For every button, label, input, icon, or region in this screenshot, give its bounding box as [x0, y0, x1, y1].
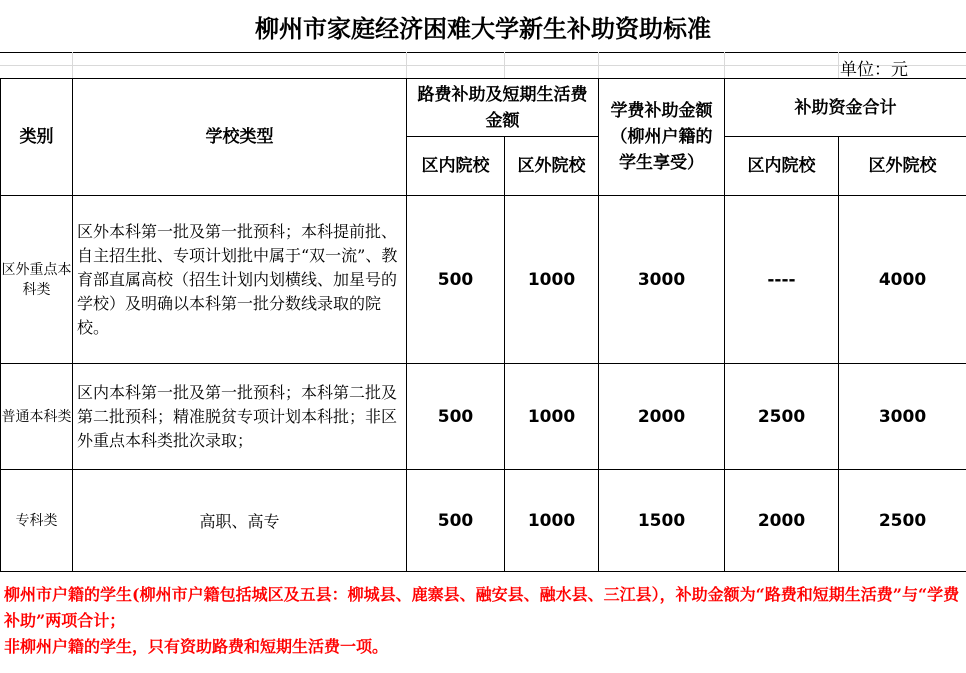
- note-line: 非柳州户籍的学生，只有资助路费和短期生活费一项。: [4, 637, 389, 656]
- tuition-value: 1500: [599, 470, 725, 572]
- table-row: [1, 364, 966, 470]
- header-school-type: 学校类型: [73, 79, 407, 196]
- notes: [4, 582, 962, 660]
- travel-out-region-value: 1000: [505, 196, 599, 364]
- header-total-subsidy: 补助资金合计: [725, 79, 966, 137]
- header-travel-out-region: 区外院校: [505, 137, 599, 196]
- total-in-region-value: 2000: [725, 470, 839, 572]
- travel-out-region-value: 1000: [505, 470, 599, 572]
- table-row: [1, 196, 966, 364]
- total-out-region-value: 2500: [839, 470, 966, 572]
- total-out-region-value: 4000: [839, 196, 966, 364]
- subsidy-table: [0, 78, 966, 572]
- header-category: 类别: [1, 79, 73, 196]
- header-travel-in-region: 区内院校: [407, 137, 505, 196]
- travel-out-region-value: 1000: [505, 364, 599, 470]
- note-line: 柳州市户籍的学生(柳州市户籍包括城区及五县：柳城县、鹿寨县、融安县、融水县、三江县），补助金额为“路费和短期生活费”与“学费补助”两项合计；: [4, 585, 960, 630]
- tuition-value: 3000: [599, 196, 725, 364]
- total-out-region-value: 3000: [839, 364, 966, 470]
- header-total-out-region: 区外院校: [839, 137, 966, 196]
- header-total-in-region: 区内院校: [725, 137, 839, 196]
- table-row: [1, 470, 966, 572]
- row-school-type: 区外本科第一批及第一批预科；本科提前批、自主招生批、专项计划批中属于“双一流”、教育部直属高校（招生计划内划横线、加星号的学校）及明确以本科第一批分数线录取的院校。: [73, 196, 407, 364]
- row-category: 普通本科类: [1, 364, 73, 470]
- gridline: [0, 65, 966, 66]
- total-in-region-value: 2500: [725, 364, 839, 470]
- tuition-value: 2000: [599, 364, 725, 470]
- header-tuition-subsidy: 学费补助金额（柳州户籍的学生享受）: [599, 79, 725, 196]
- row-category: 专科类: [1, 470, 73, 572]
- unit-label: 单位：元: [840, 60, 908, 80]
- row-category: 区外重点本科类: [1, 196, 73, 364]
- total-in-region-value: ----: [725, 196, 839, 364]
- header-travel-subsidy: 路费补助及短期生活费金额: [407, 79, 599, 137]
- travel-in-region-value: 500: [407, 470, 505, 572]
- row-school-type: 区内本科第一批及第一批预科；本科第二批及第二批预科；精准脱贫专项计划本科批；非区外重点本科类批次录取；: [73, 364, 407, 470]
- row-school-type: 高职、高专: [73, 470, 407, 572]
- travel-in-region-value: 500: [407, 364, 505, 470]
- sheet-title: 柳州市家庭经济困难大学新生补助资助标准: [0, 0, 966, 53]
- travel-in-region-value: 500: [407, 196, 505, 364]
